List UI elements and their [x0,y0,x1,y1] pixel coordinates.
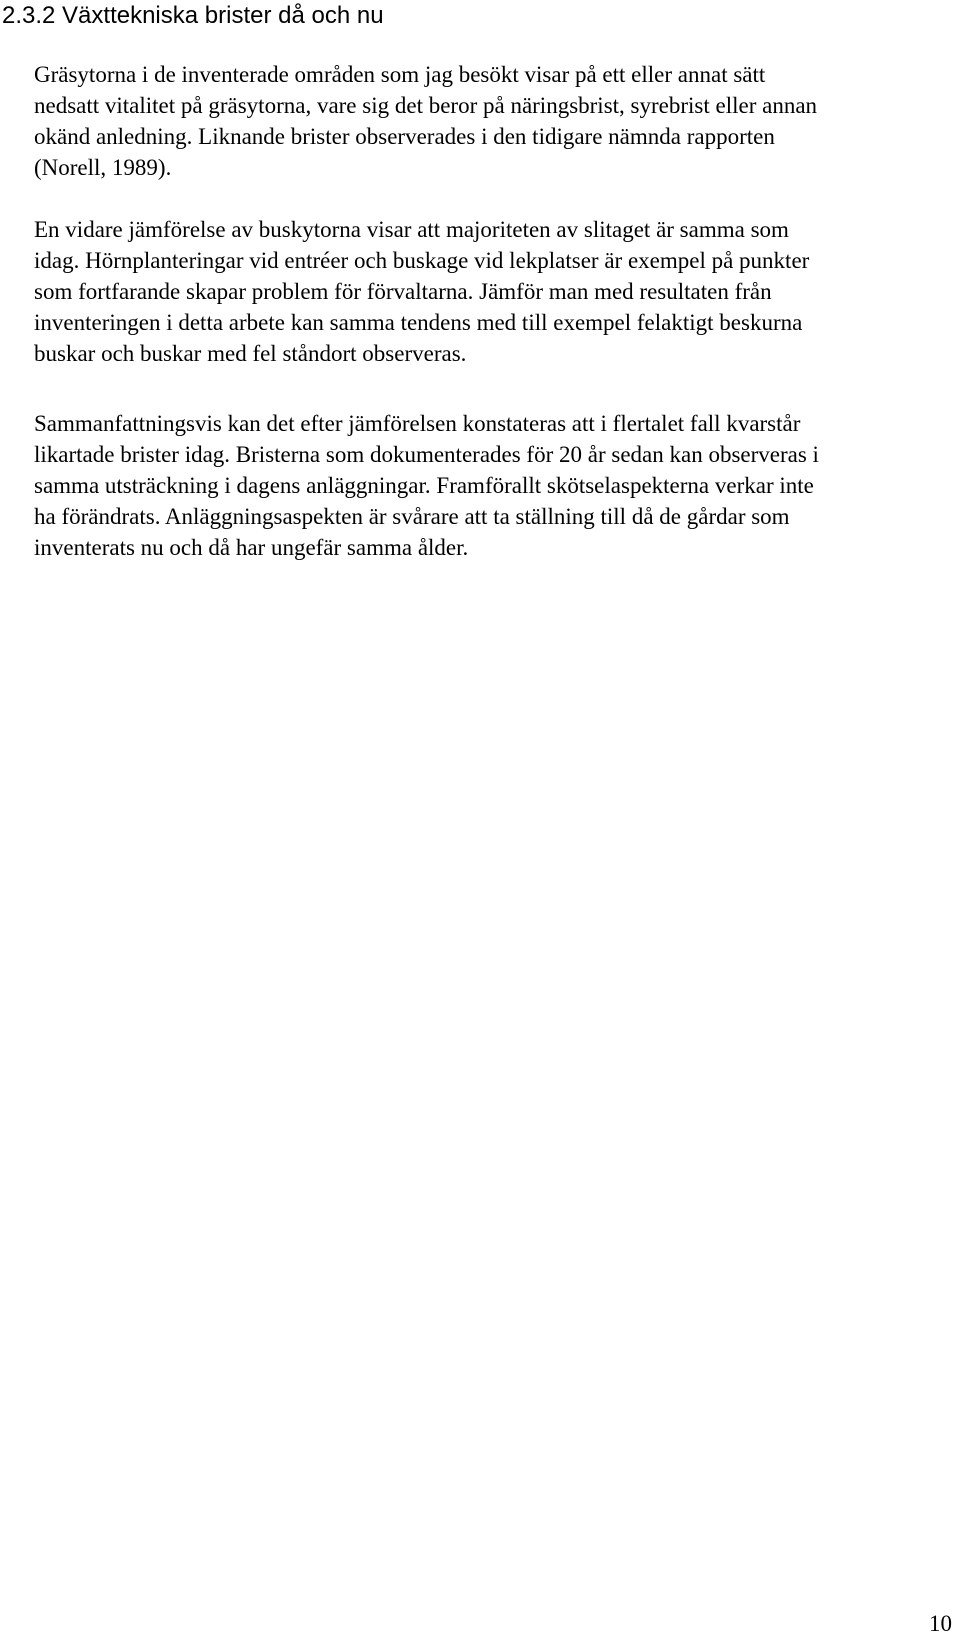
paragraph-line: nedsatt vitalitet på gräsytorna, vare sig det beror på näringsbrist, syrebrist eller annan [34,93,818,118]
section-heading: 2.3.2 Växttekniska brister då och nu [2,2,384,29]
paragraph-line: som fortfarande skapar problem för förvaltarna. Jämför man med resultaten från [34,279,772,304]
paragraph-line: buskar och buskar med fel ståndort observeras. [34,341,467,366]
paragraph-line: Gräsytorna i de inventerade områden som jag besökt visar på ett eller annat sätt [34,62,766,87]
paragraph-line: inventerats nu och då har ungefär samma ålder. [34,535,469,560]
paragraph-line: ha förändrats. Anläggningsaspekten är svårare att ta ställning till då de gårdar som [34,504,790,529]
paragraph-line: okänd anledning. Liknande brister observerades i den tidigare nämnda rapporten [34,124,775,149]
paragraph-2 [34,214,950,369]
paragraph-line: idag. Hörnplanteringar vid entréer och buskage vid lekplatser är exempel på punkter [34,248,810,273]
paragraph-line: En vidare jämförelse av buskytorna visar att majoriteten av slitaget är samma som [34,217,789,242]
paragraph-3 [34,408,950,563]
page-number: 10 [929,1611,952,1636]
paragraph-1 [34,59,950,183]
paragraph-line: (Norell, 1989). [34,155,172,180]
paragraph-line: samma utsträckning i dagens anläggningar. Framförallt skötselaspekterna verkar inte [34,473,814,498]
paragraph-line: Sammanfattningsvis kan det efter jämförelsen konstateras att i flertalet fall kvarstår [34,411,801,436]
paragraph-line: inventeringen i detta arbete kan samma tendens med till exempel felaktigt beskurna [34,310,803,335]
paragraph-line: likartade brister idag. Bristerna som dokumenterades för 20 år sedan kan observeras i [34,442,819,467]
